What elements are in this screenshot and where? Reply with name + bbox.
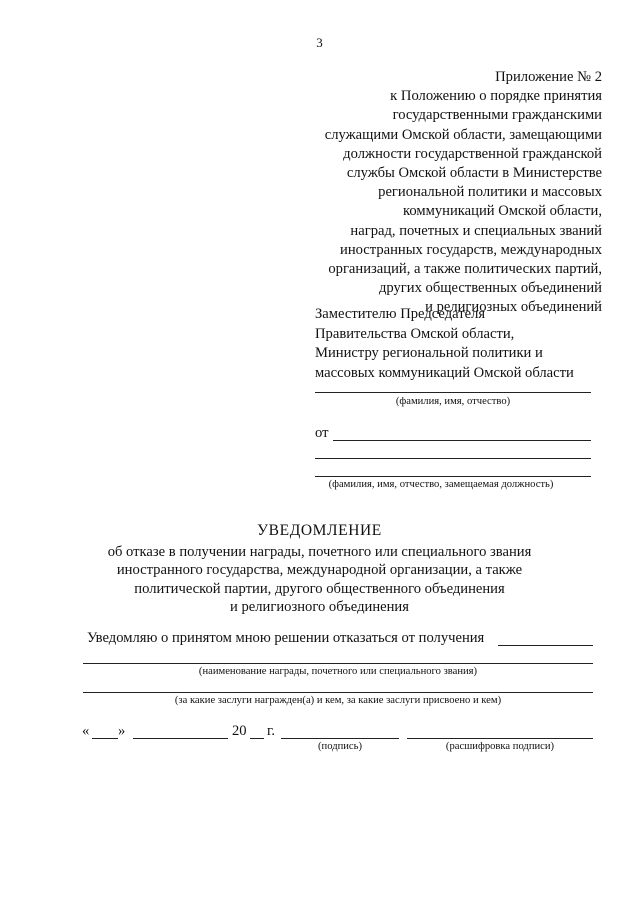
- appendix-line: Приложение № 2: [495, 69, 602, 85]
- appendix-header: [325, 68, 602, 318]
- notice-subtitle-line: об отказе в получении награды, почетного или специального звания: [107, 544, 532, 560]
- appendix-line: службы Омской области в Министерстве: [346, 165, 602, 182]
- sender-caption: (фамилия, имя, отчество, замещаемая должность): [328, 479, 554, 490]
- appendix-line: коммуникаций Омской области,: [403, 203, 602, 220]
- sender-line-2[interactable]: [315, 458, 591, 459]
- sender-line-3[interactable]: [315, 476, 591, 477]
- sender-line-1[interactable]: [333, 440, 591, 441]
- merits-caption: (за какие заслуги награжден(а) и кем, за какие заслуги присвоено и кем): [174, 695, 502, 706]
- merits-line[interactable]: [83, 692, 593, 693]
- appendix-line: наград, почетных и специальных званий: [350, 222, 602, 239]
- appendix-line: иностранных государств, международных: [340, 241, 602, 258]
- appendix-line: государственными гражданскими: [392, 107, 602, 124]
- notice-subtitle: [0, 543, 639, 617]
- date-quote-open: «: [82, 723, 90, 739]
- notice-subtitle-line: и религиозного объединения: [230, 599, 409, 616]
- addressee-name-line[interactable]: [315, 392, 591, 393]
- addressee-line: Министру региональной политики и: [315, 345, 543, 362]
- appendix-line: должности государственной гражданской: [343, 145, 602, 162]
- notice-subtitle-line: политической партии, другого общественного объединения: [134, 580, 505, 597]
- addressee-block: [315, 305, 574, 383]
- appendix-line: служащими Омской области, замещающими: [324, 126, 602, 143]
- addressee-line: массовых коммуникаций Омской области: [315, 364, 574, 381]
- appendix-line: других общественных объединений: [378, 280, 602, 297]
- award-caption: (наименование награды, почетного или специального звания): [198, 666, 478, 677]
- year-prefix: 20: [232, 723, 247, 739]
- appendix-line: региональной политики и массовых: [378, 184, 602, 201]
- signature-caption: (подпись): [318, 741, 362, 752]
- day-line[interactable]: [92, 738, 118, 739]
- signature-decoding-caption: (расшифровка подписи): [445, 741, 555, 752]
- addressee-line: Заместителю Председателя: [315, 306, 486, 322]
- appendix-line: и религиозных объединений: [425, 299, 602, 316]
- date-quote-close: »: [118, 723, 126, 739]
- signature-line[interactable]: [281, 738, 399, 739]
- page-number: 3: [316, 35, 323, 50]
- signature-decoding-line[interactable]: [407, 738, 593, 739]
- notice-statement: Уведомляю о принятом мною решении отказаться от получения: [87, 630, 485, 646]
- notice-title: УВЕДОМЛЕНИЕ: [257, 522, 382, 539]
- award-line-inline[interactable]: [498, 645, 593, 646]
- appendix-line: организаций, а также политических партий,: [328, 261, 602, 278]
- award-line-full[interactable]: [83, 663, 593, 664]
- addressee-name-caption: (фамилия, имя, отчество): [395, 396, 511, 407]
- sender-from-label: от: [315, 425, 329, 441]
- notice-subtitle-line: иностранного государства, международной организации, а также: [116, 562, 523, 579]
- year-line[interactable]: [250, 738, 264, 739]
- appendix-line: к Положению о порядке принятия: [390, 88, 602, 105]
- year-suffix: г.: [267, 723, 275, 739]
- month-line[interactable]: [133, 738, 228, 739]
- addressee-line: Правительства Омской области,: [315, 325, 515, 342]
